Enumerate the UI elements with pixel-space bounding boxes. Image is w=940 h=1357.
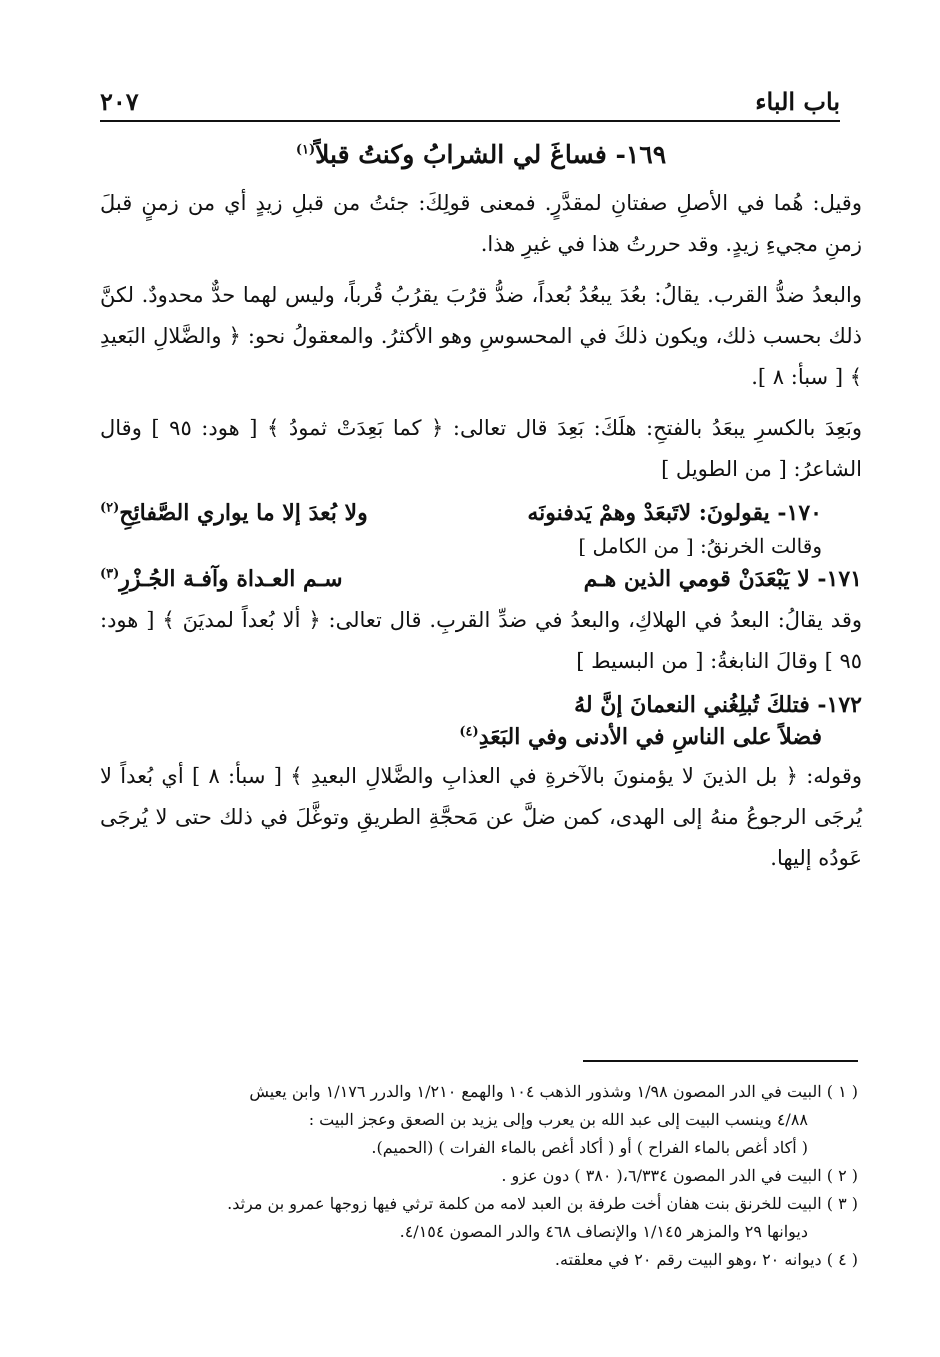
paragraph-1: وقيل: هُما في الأصلِ صفتانِ لمقدَّرٍ. فمعنى قولِكَ: جئتُ من قبلِ زيدٍ أي من زمنٍ قبلَ زمنِ مجيءِ زيدٍ. وقد حررتُ هذا في غيرِ هذا. — [100, 191, 862, 256]
verse-169-text: ١٦٩- فساغَ لي الشرابُ وكنتُ قبلاً — [315, 140, 667, 169]
footnote-2: ( ٢ ) البيت في الدر المصون ٦/٣٣٤،( ٣٨٠ ) دون عزو . — [501, 1166, 858, 1185]
verse-170-second-half: ولا بُعدَ إلا ما يواري الصَّفائِحِ — [119, 500, 368, 526]
verse-171-first-half: ١٧١- لا يَبْعَدَنْ قومي الذين هـم — [583, 566, 862, 592]
page-number: ٢٠٧ — [100, 87, 139, 116]
page-header — [100, 72, 840, 122]
footnote-1: ( ١ ) البيت في الدر المصون ١/٩٨ وشذور الذهب ١٠٤ والهمع ١/٢١٠ والدرر ١/١٧٦ وابن يعيش — [249, 1082, 858, 1101]
verse-172-second-half: فضلاً على الناسِ في الأدنى وفي البَعَدِ — [478, 724, 822, 750]
chapter-title: باب الباء — [755, 87, 840, 116]
verse-172-first-half: ١٧٢- فتلكَ تُبلِغُني النعمانَ إنَّ لهُ — [574, 692, 862, 718]
footnote-ref-1: (١) — [295, 142, 316, 158]
verse-172-second — [100, 724, 862, 750]
footnote-4: ( ٤ ) ديوانه ٢٠ ،وهو البيت رقم ٢٠ في معلقته. — [554, 1250, 858, 1269]
paragraph-5: وقوله: ﴿ بل الذينَ لا يؤمنونَ بالآخرةِ في العذابِ والضَّلالِ البعيدِ ﴾ [ سبأ: ٨ ] أي بُعداً لا يُرجَى الرجوعُ منهُ إلى الهدى، كمن ضلَّ عن مَحجَّةِ الطريقِ وتوغَّلَ في ذلك حتى لا يُرجَى عَودُه إليها. — [100, 764, 862, 870]
main-text — [100, 130, 862, 889]
footnote-ref-3: (٣) — [100, 566, 120, 582]
footnotes — [100, 1078, 858, 1274]
paragraph-2: والبعدُ ضدُّ القرب. يقالُ: بعُدَ يبعُدُ بُعداً، ضدُّ قرُبَ يقرُبُ قُرباً، وليس لهما حدٌّ محدودٌ. لكنَّ ذلك بحسب ذلك، ويكون ذلكَ في المحسوسِ وهو الأكثرُ. والمعقولُ نحو: ﴿ والضَّلالِ البَعيدِ ﴾ [ سبأ: ٨ ]. — [100, 283, 862, 389]
footnote-1-continuation: ٤/٨٨ وينسب البيت إلى عبد الله بن يعرب وإلى يزيد بن الصعق وعجز البيت : — [308, 1110, 808, 1129]
verse-171 — [100, 566, 862, 592]
footnote-divider — [583, 1060, 858, 1062]
verse-170 — [100, 500, 862, 526]
verse-169 — [100, 140, 862, 169]
footnote-1-variants: ( أكاد أغص بالماء الفراح ) أو ( أكاد أغص بالماء الفرات ) (الحميم). — [371, 1138, 808, 1157]
footnote-ref-4: (٤) — [459, 724, 479, 740]
paragraph-3: وبَعِدَ بالكسرِ يبعَدُ بالفتحِ: هلَكَ: بَعِدَ قال تعالى: ﴿ كما بَعِدَتْ ثمودُ ﴾ [ هود: ٩٥ ] وقال الشاعرُ: [ من الطويل ] — [100, 416, 862, 481]
footnote-3: ( ٣ ) البيت للخرنق بنت هفان أخت طرفة بن العبد لامه من كلمة ترثي فيها زوجها عمرو بن مرثد. — [227, 1194, 858, 1213]
footnote-3-continuation: ديوانها ٢٩ والمزهر ١/١٤٥ والإنصاف ٤٦٨ والدر المصون ٤/١٥٤. — [399, 1222, 808, 1241]
footnote-ref-2: (٢) — [100, 500, 120, 516]
verse-170-first-half: ١٧٠- يقولونَ: لاتَبعَدْ وهمْ يَدفنونَه — [527, 500, 822, 526]
verse-171-second-half: سـم العـداة وآفـة الجُـزْرِ — [119, 566, 343, 592]
paragraph-4: وقد يقالُ: البعدُ في الهلاكِ، والبعدُ في ضدِّ القربِ. قال تعالى: ﴿ ألا بُعداً لمديَنَ ﴾ [ هود: ٩٥ ] وقالَ النابغةُ: [ من البسيط ] — [100, 608, 862, 673]
khirniq-intro: وقالت الخرنقُ: [ من الكامل ] — [578, 534, 822, 558]
